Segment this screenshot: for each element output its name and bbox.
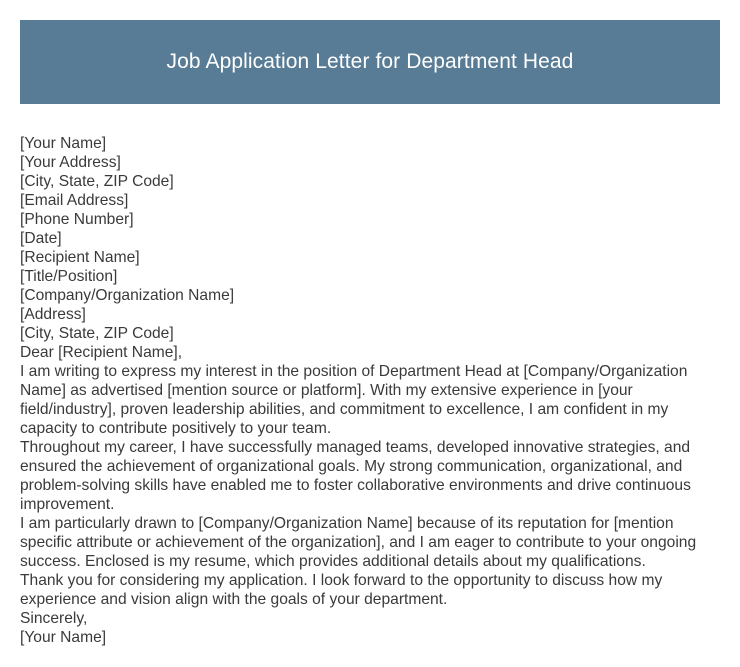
recipient-address: [Address] bbox=[20, 306, 86, 323]
body-paragraph-2: Throughout my career, I have successfully managed teams, developed innovative strategies, and ensured the achievement of organizational goals. My strong communication, organizational, and problem-solving skills have enabled me to foster collaborative environments and drive continuous improvement. bbox=[20, 439, 691, 513]
sender-phone: [Phone Number] bbox=[20, 211, 134, 228]
salutation: Dear [Recipient Name], bbox=[20, 344, 183, 361]
page-header bbox=[20, 20, 720, 104]
recipient-block bbox=[20, 248, 720, 343]
recipient-title: [Title/Position] bbox=[20, 268, 118, 285]
body-paragraph-3: I am particularly drawn to [Company/Organization Name] because of its reputation for [mention specific attribute or achievement of the organization], and I am eager to contribute to your ongoing success. Enclosed is my resume, which provides additional details about my qualifications. bbox=[20, 515, 697, 570]
sender-address: [Your Address] bbox=[20, 154, 121, 171]
recipient-name: [Recipient Name] bbox=[20, 249, 140, 266]
page-title: Job Application Letter for Department Head bbox=[166, 50, 574, 73]
closing: Sincerely, bbox=[20, 610, 88, 627]
letter-body bbox=[20, 134, 720, 647]
sender-city-state-zip: [City, State, ZIP Code] bbox=[20, 173, 174, 190]
letter-date: [Date] bbox=[20, 230, 62, 247]
recipient-city-state-zip: [City, State, ZIP Code] bbox=[20, 325, 174, 342]
recipient-company: [Company/Organization Name] bbox=[20, 287, 235, 304]
body-paragraph-1: I am writing to express my interest in the position of Department Head at [Company/Organization Name] as advertised [mention source or platform]. With my extensive experience in [your field/industry], proven leadership abilities, and commitment to excellence, I am confident in my capacity to contribute positively to your team. bbox=[20, 363, 688, 437]
sender-block bbox=[20, 134, 720, 248]
sender-email: [Email Address] bbox=[20, 192, 129, 209]
sender-name: [Your Name] bbox=[20, 135, 107, 152]
signature: [Your Name] bbox=[20, 629, 107, 646]
body-paragraph-4: Thank you for considering my application. I look forward to the opportunity to discuss how my experience and vision align with the goals of your department. bbox=[20, 572, 663, 608]
